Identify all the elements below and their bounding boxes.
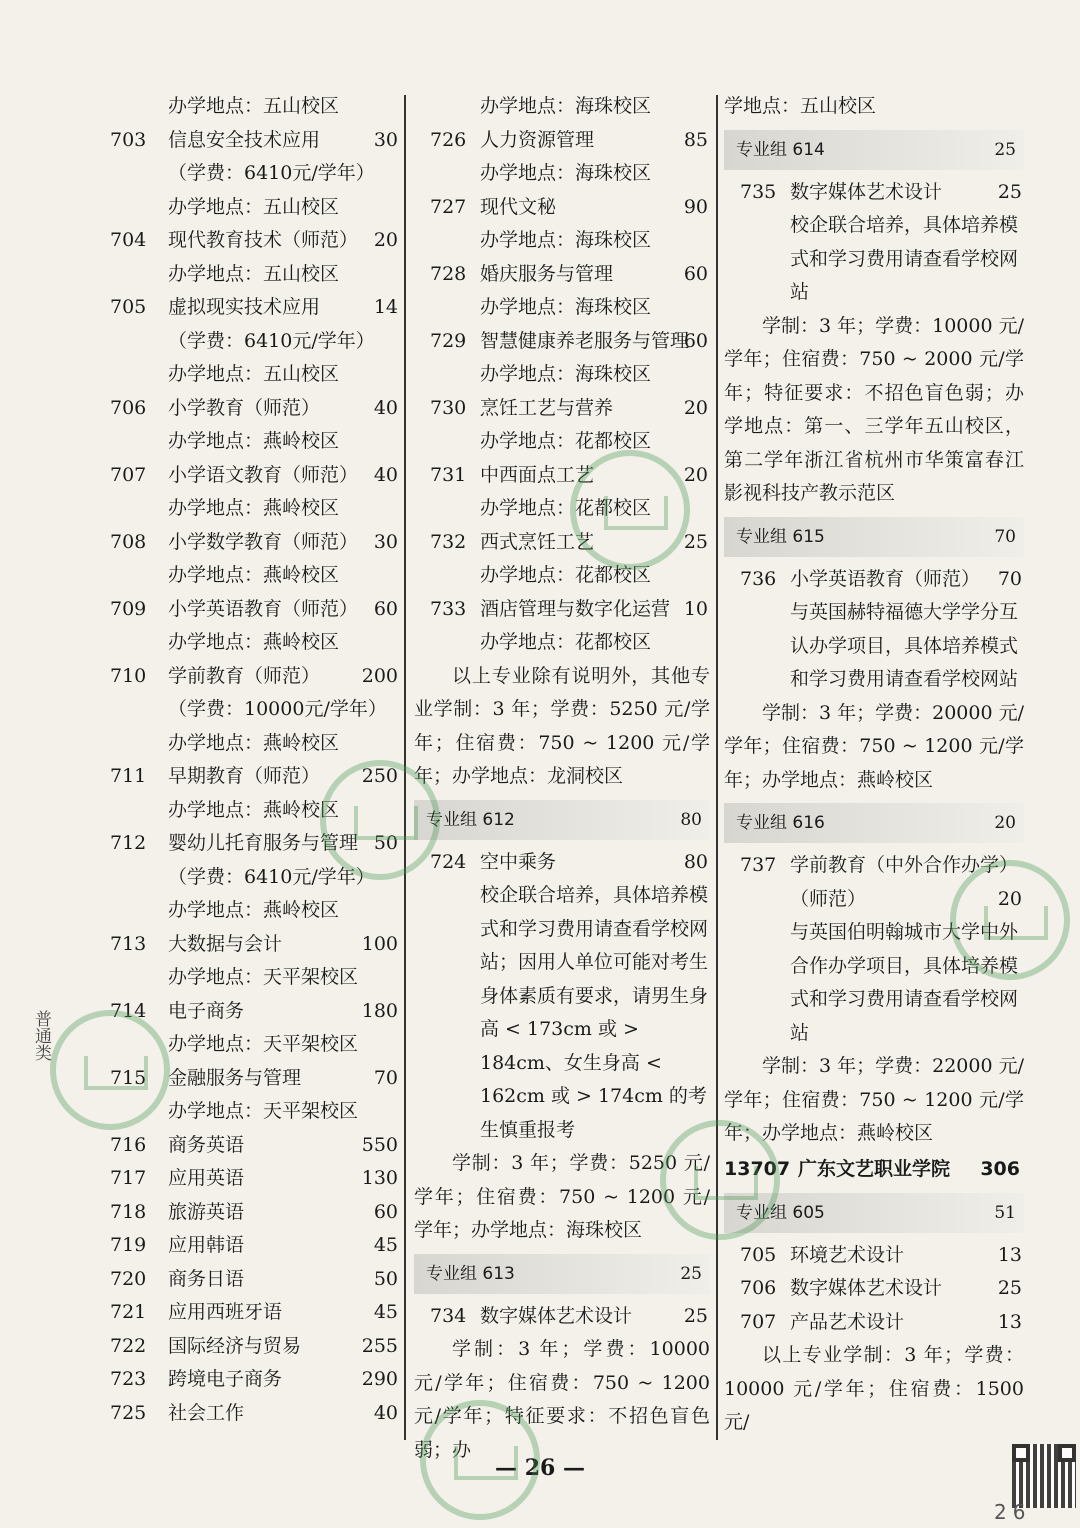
major-detail-line: 办学地点：燕岭校区 — [168, 430, 340, 452]
column-1 — [110, 90, 400, 1430]
note-paragraph: 学制：3 年；学费：10000 元/学年；住宿费：750 ~ 1200 元/学年；特征要求：不招色盲色弱；办 — [414, 1338, 710, 1461]
major-row: 705 虚拟现实技术应用 14 — [110, 296, 398, 318]
watermark-seal-icon — [420, 1400, 540, 1520]
major-detail-line: 办学地点：花都校区 — [480, 497, 652, 519]
page-number: — 26 — — [495, 1455, 585, 1481]
major-row: 711 早期教育（师范） 250 — [110, 765, 398, 787]
watermark-seal-icon — [660, 1120, 780, 1240]
major-row: 703 信息安全技术应用 30 — [110, 128, 398, 151]
watermark-seal-icon — [50, 1010, 170, 1130]
major-row-continued: （师范） 20 — [790, 887, 1022, 910]
location-line: 学地点：五山校区 — [724, 95, 877, 117]
major-row: 713 大数据与会计 100 — [110, 932, 398, 955]
major-detail-line: 办学地点：天平架校区 — [168, 1100, 359, 1122]
major-row: 736 小学英语教育（师范） 70 — [740, 567, 1022, 590]
school-header: 13707 广东文艺职业学院 306 — [724, 1157, 1020, 1180]
major-detail-line: 办学地点：花都校区 — [480, 430, 652, 452]
major-description: 校企联合培养，具体培养模式和学习费用请查看学校网站；因用人单位可能对考生身体素质有要求，请男生身高 < 173cm 或 > 184cm、女生身高 < 162cm 或 > 174cm 的考生慎重报考 — [480, 884, 709, 1141]
major-description: 校企联合培养，具体培养模式和学习费用请查看学校网站 — [790, 214, 1019, 303]
major-group-header: 专业组 615 70 — [724, 517, 1024, 557]
major-row: 708 小学数学教育（师范） 30 — [110, 530, 398, 553]
major-row: 731 中西面点工艺 20 — [430, 463, 708, 486]
major-detail-line: 办学地点：天平架校区 — [168, 966, 359, 988]
major-row: 716 商务英语 550 — [110, 1133, 398, 1156]
major-detail-line: 办学地点：海珠校区 — [480, 296, 652, 318]
major-row: 704 现代教育技术（师范） 20 — [110, 229, 398, 251]
column-2 — [414, 90, 710, 1467]
major-row: 733 酒店管理与数字化运营 10 — [430, 597, 708, 620]
major-row: 722 国际经济与贸易 255 — [110, 1334, 398, 1357]
major-row: 725 社会工作 40 — [110, 1401, 398, 1424]
major-detail-line: 办学地点：五山校区 — [168, 363, 340, 385]
note-paragraph: 以上专业除有说明外，其他专业学制：3 年；学费：5250 元/学年；住宿费：750 ~ 1200 元/学年；办学地点：龙洞校区 — [414, 664, 710, 787]
major-detail-line: 办学地点：海珠校区 — [480, 363, 652, 385]
major-row: 729 智慧健康养老服务与管理 60 — [430, 329, 708, 352]
major-row: 721 应用西班牙语 45 — [110, 1301, 398, 1323]
major-list — [414, 124, 710, 660]
note-paragraph: 学制：3 年；学费：10000 元/学年；住宿费：750 ~ 2000 元/学年；特征要求：不招色盲色弱；办学地点：第一、三学年五山校区，第二学年浙江省杭州市华策富春江影视科技产教示范区 — [724, 314, 1025, 504]
major-row: 730 烹饪工艺与营养 20 — [430, 396, 708, 419]
major-group-header: 专业组 605 51 — [724, 1193, 1024, 1233]
major-detail-line: 办学地点：燕岭校区 — [168, 798, 340, 821]
major-detail-line: （学费：6410元/学年） — [168, 329, 375, 352]
major-group-header: 专业组 616 20 — [724, 803, 1024, 843]
major-detail-line: 办学地点：燕岭校区 — [168, 899, 340, 921]
corner-page-number: 26 — [994, 1500, 1032, 1524]
major-detail-line: 办学地点：五山校区 — [168, 262, 340, 285]
major-row: 705 环境艺术设计 13 — [740, 1243, 1022, 1266]
major-row: 715 金融服务与管理 70 — [110, 1066, 398, 1089]
qr-code-icon — [1012, 1444, 1076, 1508]
major-row: 727 现代文秘 90 — [430, 195, 708, 218]
major-detail-line: （学费：6410元/学年） — [168, 162, 375, 184]
major-detail-line: （学费：6410元/学年） — [168, 865, 375, 888]
major-row: 707 产品艺术设计 13 — [740, 1310, 1022, 1333]
location-line: 办学地点：海珠校区 — [480, 95, 652, 117]
major-row: 737 学前教育（中外合作办学） — [740, 854, 1019, 876]
major-row: 732 西式烹饪工艺 25 — [430, 530, 708, 553]
major-list — [724, 1239, 1024, 1340]
major-detail-line: 办学地点：海珠校区 — [480, 162, 652, 184]
location-line: 办学地点：五山校区 — [168, 95, 340, 117]
note-paragraph: 学制：3 年；学费：5250 元/学年；住宿费：750 ~ 1200 元/学年；办学地点：海珠校区 — [414, 1152, 710, 1241]
major-detail-line: 办学地点：五山校区 — [168, 195, 340, 218]
major-row: 714 电子商务 180 — [110, 999, 398, 1022]
major-group-header: 专业组 612 80 — [414, 800, 710, 840]
major-row: 735 数字媒体艺术设计 25 — [740, 180, 1022, 203]
major-detail-line: 办学地点：燕岭校区 — [168, 497, 340, 519]
major-row: 710 学前教育（师范） 200 — [110, 664, 398, 687]
major-row: 717 应用英语 130 — [110, 1167, 398, 1189]
major-row: 723 跨境电子商务 290 — [110, 1368, 398, 1390]
major-detail-line: 办学地点：花都校区 — [480, 631, 652, 653]
major-row: 712 婴幼儿托育服务与管理 50 — [110, 832, 398, 854]
major-detail-line: 办学地点：燕岭校区 — [168, 564, 340, 586]
major-row: 709 小学英语教育（师范） 60 — [110, 597, 398, 620]
watermark-seal-icon — [950, 860, 1070, 980]
major-row: 734 数字媒体艺术设计 25 — [430, 1304, 708, 1327]
major-row: 724 空中乘务 80 — [430, 850, 708, 873]
category-side-tab: 普通类 — [31, 1010, 51, 1061]
major-group-header: 专业组 613 25 — [414, 1254, 710, 1294]
major-detail-line: 办学地点：燕岭校区 — [168, 631, 340, 653]
major-detail-line: 办学地点：海珠校区 — [480, 229, 652, 251]
major-row: 707 小学语文教育（师范） 40 — [110, 463, 398, 486]
note-paragraph: 以上专业学制：3 年；学费：10000 元/学年；住宿费：1500 元/ — [724, 1344, 1024, 1433]
major-row: 706 数字媒体艺术设计 25 — [740, 1277, 1022, 1299]
major-row: 726 人力资源管理 85 — [430, 128, 708, 151]
major-detail-line: （学费：10000元/学年） — [168, 698, 387, 720]
major-row: 706 小学教育（师范） 40 — [110, 396, 398, 419]
major-group-header: 专业组 614 25 — [724, 130, 1024, 170]
major-description: 与英国伯明翰城市大学中外合作办学项目，具体培养模式和学习费用请查看学校网站 — [790, 921, 1019, 1044]
watermark-seal-icon — [570, 450, 690, 570]
major-description: 与英国赫特福德大学学分互认办学项目，具体培养模式和学习费用请查看学校网站 — [790, 601, 1019, 690]
major-detail-line: 办学地点：花都校区 — [480, 564, 652, 586]
major-detail-line: 办学地点：天平架校区 — [168, 1033, 359, 1055]
column-3 — [724, 90, 1024, 1440]
note-paragraph: 学制：3 年；学费：22000 元/学年；住宿费：750 ~ 1200 元/学年；办学地点：燕岭校区 — [724, 1055, 1025, 1144]
major-detail-line: 办学地点：燕岭校区 — [168, 731, 340, 754]
major-row: 719 应用韩语 45 — [110, 1234, 398, 1256]
watermark-seal-icon — [320, 760, 440, 880]
major-row: 728 婚庆服务与管理 60 — [430, 262, 708, 285]
note-paragraph: 学制：3 年；学费：20000 元/学年；住宿费：750 ~ 1200 元/学年；办学地点：燕岭校区 — [724, 701, 1025, 791]
major-row: 718 旅游英语 60 — [110, 1200, 398, 1223]
major-row: 720 商务日语 50 — [110, 1267, 398, 1290]
